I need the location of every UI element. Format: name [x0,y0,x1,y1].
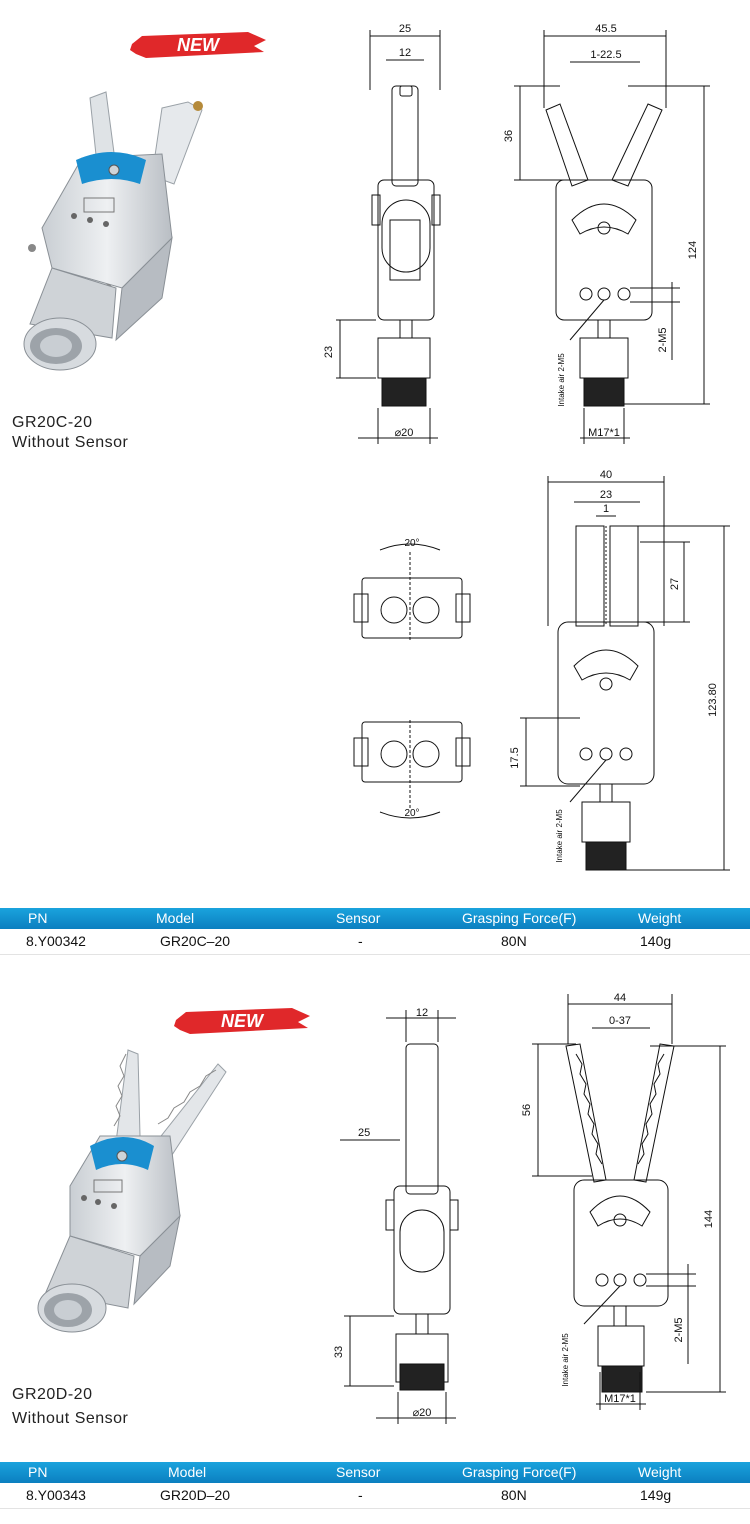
angle-label-open: 20° [404,538,420,549]
dim-front-air: Intake air 2-M5 [561,1333,570,1387]
front-view-drawing-gr20c [500,20,750,450]
header-model: Model [168,1464,207,1480]
table-header [0,908,750,929]
new-badge-label: NEW [221,1011,263,1031]
product-caption-note: Without Sensor [12,434,129,451]
header-force: Grasping Force(F) [462,910,577,926]
dim-front-port: 2-M5 [673,1317,685,1343]
header-weight: Weight [638,910,682,926]
dim-closed-port-h: 17.5 [509,747,521,769]
angle-label-closed: 20° [404,808,420,819]
cell-pn: 8.Y00343 [26,1487,86,1503]
header-sensor: Sensor [336,1464,381,1480]
product-caption-model: GR20C-20 [12,414,93,431]
dim-side-width: 25 [398,23,412,35]
cell-weight: 140g [640,933,672,949]
cell-sensor: - [358,1487,363,1503]
product-caption-note: Without Sensor [12,1410,129,1427]
cell-force: 80N [501,933,527,949]
table-row [0,1483,750,1509]
header-pn: PN [28,910,48,926]
dim-side-mid: 25 [358,1127,371,1139]
table-header [0,1462,750,1483]
dim-closed-slot: 1 [602,503,610,515]
new-badge [172,1006,312,1036]
product-caption-model: GR20D-20 [12,1386,93,1403]
closed-view-drawing-gr20c [500,466,750,876]
dim-front-thread: M17*1 [604,1393,636,1405]
cell-model: GR20C–20 [160,933,231,949]
dim-front-jaw: 36 [503,129,515,143]
table-row [0,929,750,955]
dim-front-width: 45.5 [595,23,617,35]
dim-front-width: 44 [613,992,627,1004]
cell-sensor: - [358,933,363,949]
dim-front-stroke: 1-22.5 [590,49,622,61]
product-photo-gr20d [30,1046,230,1346]
dim-side-lower: 23 [323,345,335,359]
cell-model: GR20D–20 [160,1487,231,1503]
product-photo-gr20c [12,88,212,378]
cell-force: 80N [501,1487,527,1503]
dim-closed-air: Intake air 2-M5 [555,809,564,863]
dim-front-height: 144 [703,1209,715,1229]
header-model: Model [156,910,195,926]
dim-side-diameter: ⌀20 [394,427,414,439]
front-view-drawing-gr20d [520,984,750,1424]
cell-weight: 149g [640,1487,672,1503]
header-pn: PN [28,1464,48,1480]
dim-side-width: 12 [415,1007,429,1019]
dim-closed-width: 40 [599,469,613,481]
dim-front-height: 124 [687,240,699,260]
side-view-drawing-gr20d [320,1000,460,1430]
header-weight: Weight [638,1464,682,1480]
new-badge-label: NEW [177,35,219,55]
new-badge [128,30,268,60]
cell-pn: 8.Y00342 [26,933,86,949]
dim-closed-height: 123.80 [707,683,719,717]
dim-front-port: 2-M5 [657,327,669,353]
dim-side-inner: 12 [398,47,412,59]
top-view-drawings [340,530,480,830]
dim-closed-jaw-gap: 23 [599,489,613,501]
dim-side-lower: 33 [333,1345,345,1359]
spec-table-gr20c [0,908,750,955]
dim-front-air: Intake air 2-M5 [557,353,566,407]
dim-side-diameter: ⌀20 [412,1407,432,1419]
dim-front-stroke: 0-37 [608,1015,632,1027]
dim-front-thread: M17*1 [588,427,620,439]
dim-front-jaw: 56 [521,1103,533,1117]
header-sensor: Sensor [336,910,381,926]
header-force: Grasping Force(F) [462,1464,577,1480]
side-view-drawing-gr20c [320,20,450,450]
dim-closed-jaw: 27 [669,577,681,591]
spec-table-gr20d [0,1462,750,1509]
